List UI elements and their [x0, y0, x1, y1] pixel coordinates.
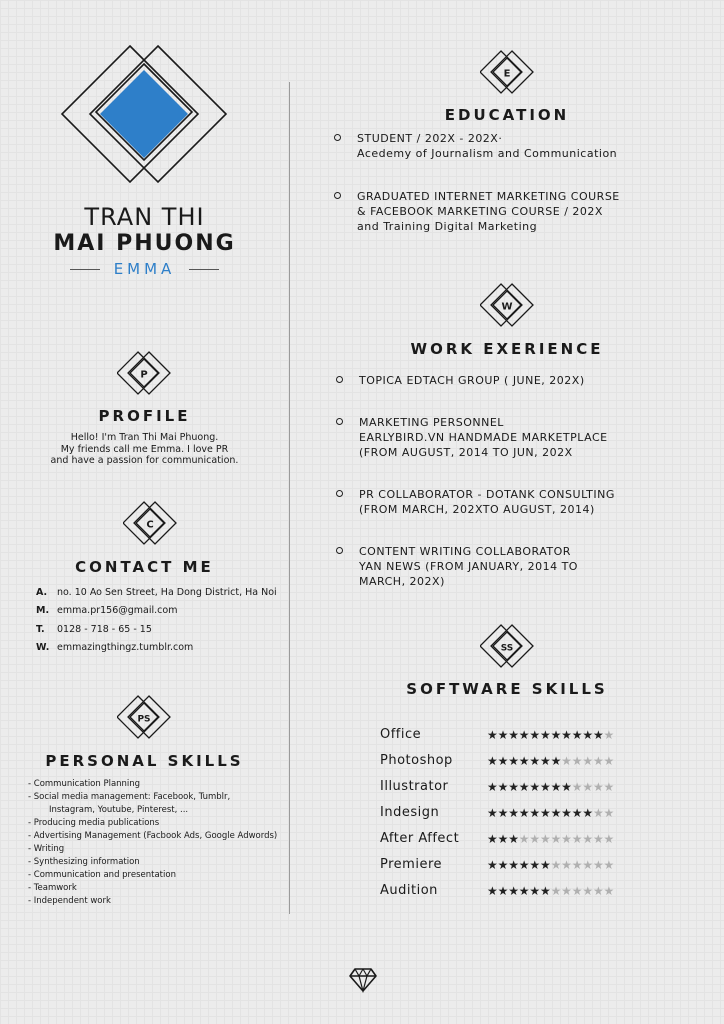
- star-empty-icon: ★: [571, 832, 583, 846]
- entry-line: Acedemy of Journalism and Communication: [357, 147, 618, 160]
- profile-badge-letter: P: [140, 369, 148, 381]
- list-item: - Writing: [28, 844, 65, 854]
- skill-rating: [487, 806, 614, 820]
- list-item: - Teamwork: [28, 883, 77, 893]
- star-filled-icon: ★: [529, 754, 541, 768]
- star-filled-icon: ★: [539, 806, 551, 820]
- star-filled-icon: ★: [550, 806, 562, 820]
- star-empty-icon: ★: [571, 754, 583, 768]
- star-filled-icon: ★: [529, 780, 541, 794]
- profile-line: and have a passion for communication.: [50, 455, 239, 466]
- bullet-icon: [334, 134, 341, 141]
- star-filled-icon: ★: [571, 806, 583, 820]
- education-badge-letter: E: [503, 68, 511, 80]
- logo-diamond: [58, 42, 232, 190]
- skill-rating: [487, 728, 614, 742]
- bullet-icon: [336, 418, 343, 425]
- star-filled-icon: ★: [550, 754, 562, 768]
- star-empty-icon: ★: [592, 858, 604, 872]
- star-filled-icon: ★: [497, 832, 509, 846]
- software-badge-letter: SS: [500, 643, 514, 654]
- star-empty-icon: ★: [550, 858, 562, 872]
- star-empty-icon: ★: [561, 832, 572, 846]
- star-filled-icon: ★: [508, 832, 519, 846]
- list-item: - Communication and presentation: [28, 870, 176, 880]
- star-empty-icon: ★: [539, 832, 551, 846]
- bullet-icon: [334, 192, 341, 199]
- contact-email: [36, 605, 286, 619]
- star-empty-icon: ★: [603, 832, 615, 846]
- first-name: TRAN THI: [84, 203, 205, 231]
- entry-line: PR COLLABORATOR - DOTANK CONSULTING: [359, 488, 615, 501]
- star-filled-icon: ★: [518, 858, 530, 872]
- star-empty-icon: ★: [603, 754, 615, 768]
- skill-rating: [487, 832, 614, 846]
- contact-value: 0128 - 718 - 65 - 15: [57, 624, 152, 635]
- skill-name: Indesign: [380, 805, 440, 820]
- diamond-icon: [348, 967, 378, 993]
- personal-skills-badge-icon: [117, 694, 173, 740]
- contact-address: [36, 587, 286, 601]
- personal-skills-list: [28, 778, 288, 908]
- star-empty-icon: ★: [561, 858, 572, 872]
- star-filled-icon: ★: [561, 806, 572, 820]
- list-item: - Social media management: Facebook, Tumblr,: [28, 792, 231, 802]
- bullet-icon: [336, 547, 343, 554]
- personal-skills-badge-letter: PS: [137, 714, 151, 725]
- star-empty-icon: ★: [603, 858, 615, 872]
- list-item: - Advertising Management (Facbook Ads, Google Adwords): [28, 831, 278, 841]
- list-item: - Communication Planning: [28, 779, 141, 789]
- star-empty-icon: ★: [561, 754, 572, 768]
- contact-value[interactable]: emmazingthingz.tumblr.com: [57, 642, 194, 653]
- star-empty-icon: ★: [582, 884, 594, 898]
- star-empty-icon: ★: [592, 754, 604, 768]
- contact-value[interactable]: emma.pr156@gmail.com: [57, 605, 178, 616]
- education-title: EDUCATION: [444, 106, 570, 124]
- contact-title: CONTACT ME: [75, 558, 214, 576]
- skill-rating: [487, 754, 614, 768]
- star-empty-icon: ★: [603, 806, 615, 820]
- star-filled-icon: ★: [487, 780, 498, 794]
- star-empty-icon: ★: [603, 728, 615, 742]
- star-filled-icon: ★: [508, 780, 519, 794]
- star-empty-icon: ★: [518, 832, 530, 846]
- star-filled-icon: ★: [539, 884, 551, 898]
- profile-line: Hello! I'm Tran Thi Mai Phuong.: [70, 432, 219, 443]
- star-filled-icon: ★: [497, 754, 509, 768]
- star-filled-icon: ★: [508, 858, 519, 872]
- list-item: Instagram, Youtube, Pinterest, ...: [49, 805, 189, 815]
- star-empty-icon: ★: [582, 780, 594, 794]
- software-badge-icon: [480, 623, 536, 669]
- star-filled-icon: ★: [582, 728, 594, 742]
- skill-name: Premiere: [380, 857, 442, 872]
- contact-badge-letter: C: [146, 519, 154, 531]
- star-empty-icon: ★: [592, 884, 604, 898]
- entry-line: (FROM MARCH, 202XTO AUGUST, 2014): [359, 503, 595, 516]
- work-entry: [359, 487, 615, 517]
- star-filled-icon: ★: [497, 728, 509, 742]
- profile-badge-icon: [117, 350, 173, 396]
- entry-line: MARKETING PERSONNEL: [359, 416, 504, 429]
- list-item: - Synthesizing information: [28, 857, 140, 867]
- star-filled-icon: ★: [487, 728, 498, 742]
- star-filled-icon: ★: [487, 832, 498, 846]
- entry-line: EARLYBIRD.VN HANDMADE MARKETPLACE: [359, 431, 608, 444]
- star-filled-icon: ★: [508, 884, 519, 898]
- star-empty-icon: ★: [592, 780, 604, 794]
- entry-line: CONTENT WRITING COLLABORATOR: [359, 545, 571, 558]
- entry-line: YAN NEWS (FROM JANUARY, 2014 TO: [359, 560, 578, 573]
- profile-text: [20, 432, 269, 467]
- contact-label: M.: [36, 605, 50, 616]
- contact-badge-icon: [123, 500, 179, 546]
- skill-rating: [487, 858, 614, 872]
- column-divider: [289, 82, 290, 914]
- skill-rating: [487, 780, 614, 794]
- star-filled-icon: ★: [497, 806, 509, 820]
- personal-skills-title: PERSONAL SKILLS: [45, 752, 244, 770]
- education-entry: [357, 189, 620, 234]
- star-filled-icon: ★: [487, 754, 498, 768]
- bullet-icon: [336, 490, 343, 497]
- entry-line: and Training Digital Marketing: [357, 220, 538, 233]
- skill-name: Photoshop: [380, 753, 453, 768]
- education-entry: [357, 131, 617, 161]
- star-filled-icon: ★: [539, 728, 551, 742]
- contact-phone: [36, 624, 286, 638]
- skill-name: After Affect: [380, 831, 460, 846]
- list-item: - Independent work: [28, 896, 111, 906]
- star-empty-icon: ★: [561, 884, 572, 898]
- star-filled-icon: ★: [561, 780, 572, 794]
- work-badge-icon: [480, 282, 536, 328]
- star-filled-icon: ★: [529, 884, 541, 898]
- star-filled-icon: ★: [529, 728, 541, 742]
- software-title: SOFTWARE SKILLS: [406, 680, 608, 698]
- star-empty-icon: ★: [592, 806, 604, 820]
- star-filled-icon: ★: [518, 754, 530, 768]
- entry-line: MARCH, 202X): [359, 575, 445, 588]
- skill-name: Office: [380, 727, 422, 742]
- star-empty-icon: ★: [582, 832, 594, 846]
- star-filled-icon: ★: [518, 806, 530, 820]
- star-filled-icon: ★: [508, 806, 519, 820]
- star-filled-icon: ★: [497, 884, 509, 898]
- star-filled-icon: ★: [487, 884, 498, 898]
- star-filled-icon: ★: [508, 728, 519, 742]
- star-empty-icon: ★: [582, 754, 594, 768]
- star-filled-icon: ★: [487, 806, 498, 820]
- contact-website: [36, 642, 286, 656]
- bullet-icon: [336, 376, 343, 383]
- entry-line: & FACEBOOK MARKETING COURSE / 202X: [357, 205, 603, 218]
- star-filled-icon: ★: [529, 806, 541, 820]
- star-filled-icon: ★: [539, 780, 551, 794]
- work-title: WORK EXERIENCE: [410, 340, 604, 358]
- entry-line: STUDENT / 202X - 202X·: [357, 132, 503, 145]
- star-filled-icon: ★: [518, 780, 530, 794]
- work-entry: [359, 415, 608, 460]
- entry-line: TOPICA EDTACH GROUP ( JUNE, 202X): [359, 374, 585, 387]
- entry-line: GRADUATED INTERNET MARKETING COURSE: [357, 190, 620, 203]
- contact-label: W.: [36, 642, 50, 653]
- contact-value: no. 10 Ao Sen Street, Ha Dong District, Ha Noi: [57, 587, 277, 598]
- star-filled-icon: ★: [508, 754, 519, 768]
- star-filled-icon: ★: [497, 858, 509, 872]
- nickname: EMMA: [113, 260, 176, 278]
- skill-name: Illustrator: [380, 779, 449, 794]
- star-filled-icon: ★: [539, 858, 551, 872]
- star-filled-icon: ★: [518, 884, 530, 898]
- star-empty-icon: ★: [571, 884, 583, 898]
- star-empty-icon: ★: [592, 832, 604, 846]
- star-empty-icon: ★: [603, 780, 615, 794]
- contact-label: A.: [36, 587, 48, 598]
- last-name: MAI PHUONG: [53, 231, 236, 256]
- profile-title: PROFILE: [98, 407, 191, 425]
- star-filled-icon: ★: [582, 806, 594, 820]
- star-filled-icon: ★: [497, 780, 509, 794]
- star-empty-icon: ★: [550, 832, 562, 846]
- star-filled-icon: ★: [518, 728, 530, 742]
- star-empty-icon: ★: [571, 780, 583, 794]
- star-empty-icon: ★: [529, 832, 541, 846]
- star-filled-icon: ★: [539, 754, 551, 768]
- contact-label: T.: [36, 624, 45, 635]
- nickname-line-right: [189, 269, 219, 270]
- education-badge-icon: [480, 49, 536, 95]
- star-empty-icon: ★: [550, 884, 562, 898]
- work-entry: [359, 544, 578, 589]
- star-empty-icon: ★: [571, 858, 583, 872]
- star-filled-icon: ★: [561, 728, 572, 742]
- entry-line: (FROM AUGUST, 2014 TO JUN, 202X: [359, 446, 573, 459]
- skill-rating: [487, 884, 614, 898]
- star-filled-icon: ★: [529, 858, 541, 872]
- star-empty-icon: ★: [582, 858, 594, 872]
- work-badge-letter: W: [501, 301, 513, 313]
- star-filled-icon: ★: [550, 780, 562, 794]
- work-entry: [359, 373, 585, 388]
- star-empty-icon: ★: [603, 884, 615, 898]
- star-filled-icon: ★: [487, 858, 498, 872]
- star-filled-icon: ★: [571, 728, 583, 742]
- star-filled-icon: ★: [592, 728, 604, 742]
- skill-name: Audition: [380, 883, 438, 898]
- star-filled-icon: ★: [550, 728, 562, 742]
- list-item: - Producing media publications: [28, 818, 160, 828]
- profile-line: My friends call me Emma. I love PR: [60, 443, 229, 455]
